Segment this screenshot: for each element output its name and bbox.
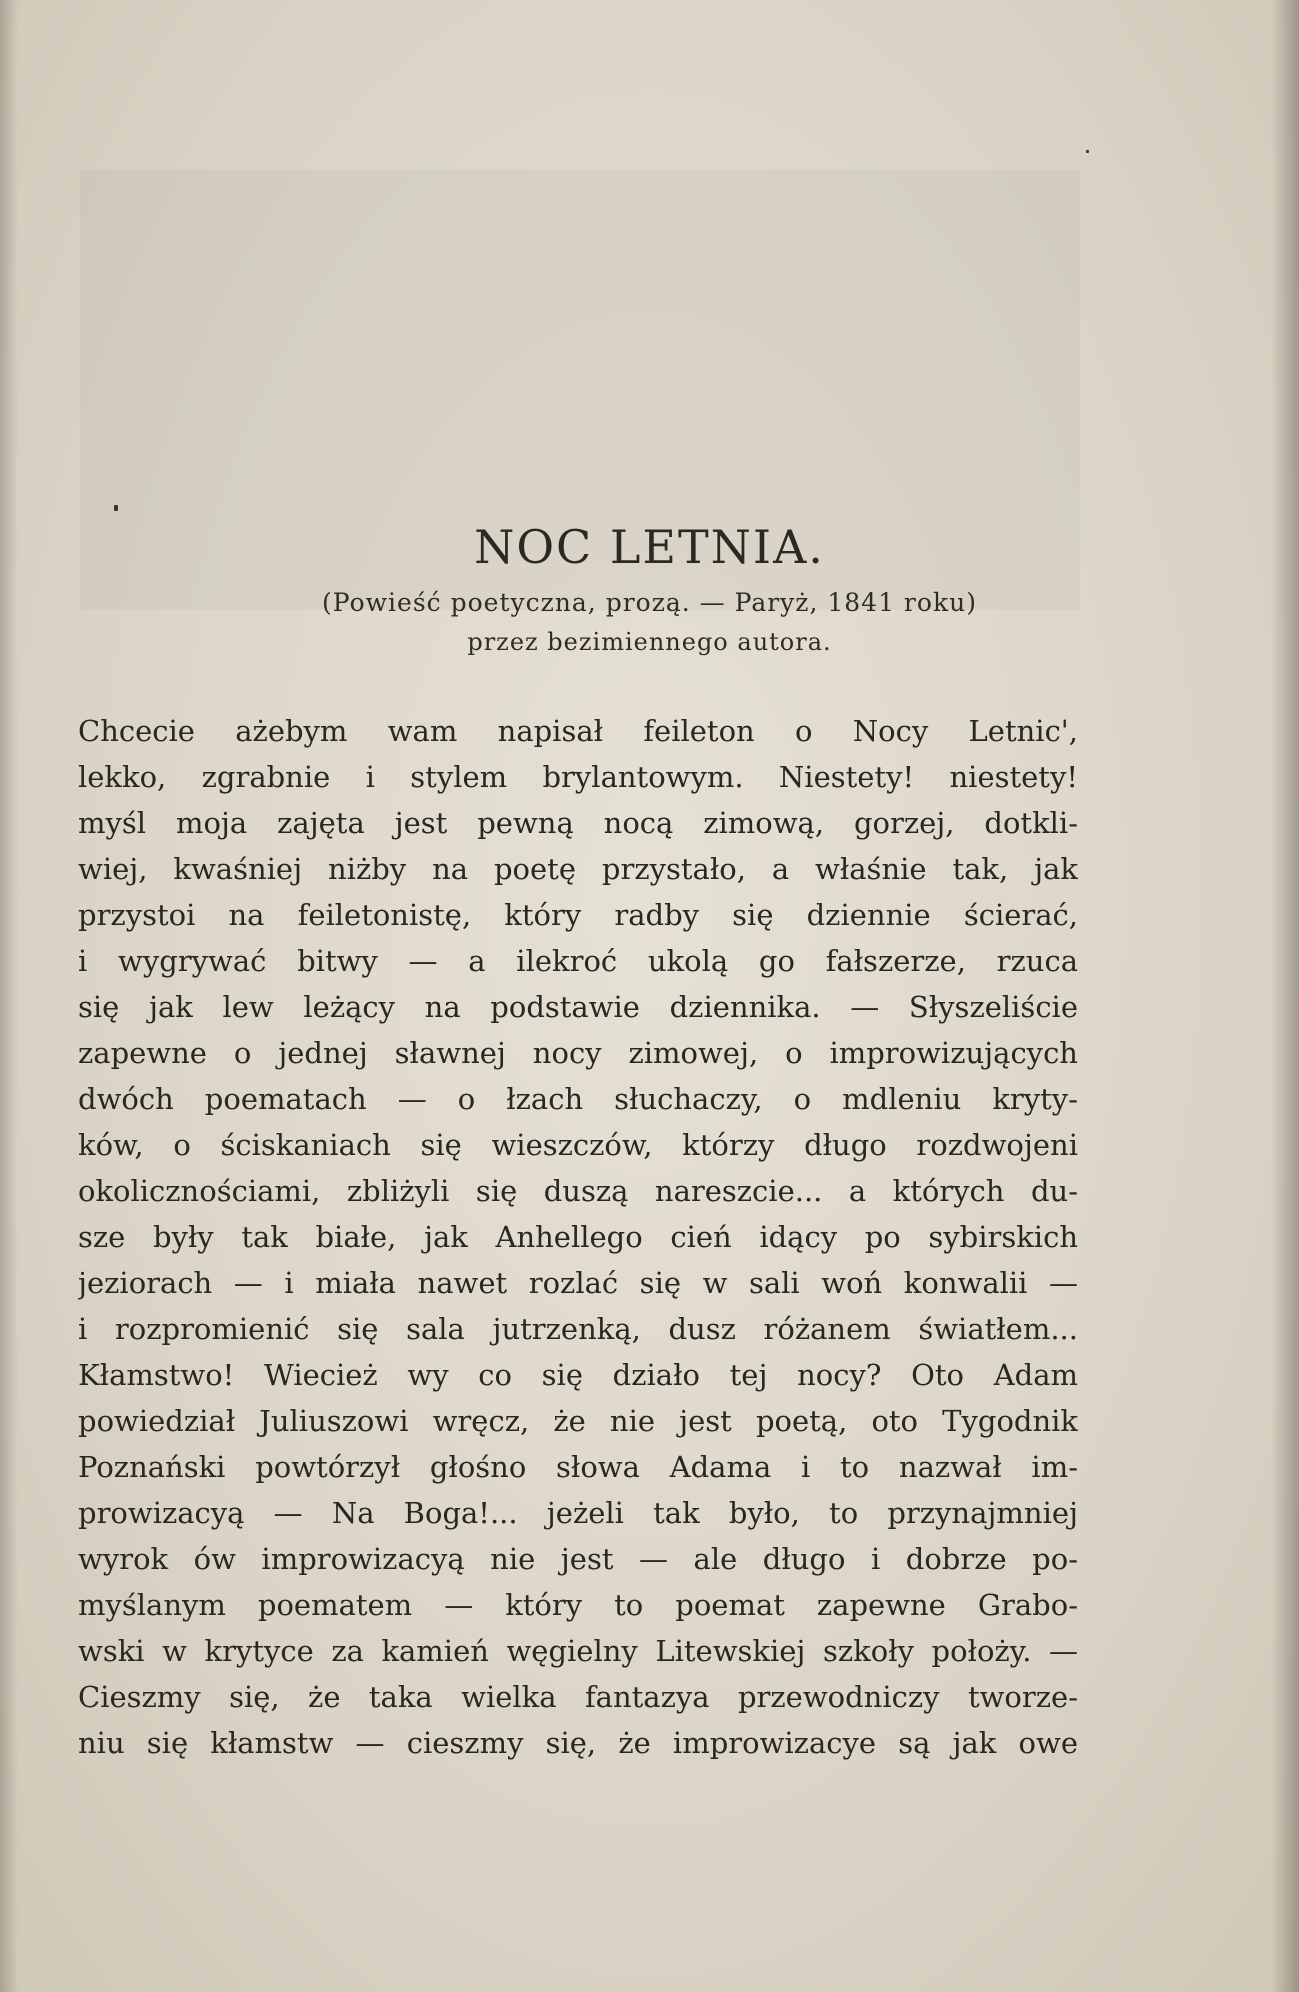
text-line: Poznański powtórzył głośno słowa Adama i to nazwał im-: [78, 1450, 1078, 1484]
text-line: jeziorach — i miała nawet rozlać się w sali woń konwalii —: [78, 1266, 1078, 1300]
text-line: okolicznościami, zbliżyli się duszą nareszcie... a których du-: [78, 1174, 1078, 1208]
text-line: sze były tak białe, jak Anhellego cień idący po sybirskich: [78, 1220, 1078, 1254]
text-line: lekko, zgrabnie i stylem brylantowym. Niestety! niestety!: [78, 760, 1078, 794]
body-paragraph: [78, 708, 1078, 1766]
text-line: wski w krytyce za kamień węgielny Litewskiej szkoły położy. —: [78, 1634, 1078, 1668]
text-line: Kłamstwo! Wiecież wy co się działo tej nocy? Oto Adam: [78, 1358, 1078, 1392]
text-line: zapewne o jednej sławnej nocy zimowej, o improwizujących: [78, 1036, 1078, 1070]
text-line: się jak lew leżący na podstawie dziennika. — Słyszeliście: [78, 990, 1078, 1024]
chapter-title: NOC LETNIA.: [474, 520, 825, 574]
text-line: i wygrywać bitwy — a ilekroć ukolą go fałszerze, rzuca: [78, 944, 1078, 978]
text-line: dwóch poematach — o łzach słuchaczy, o mdleniu kryty-: [78, 1082, 1078, 1116]
text-line: Cieszmy się, że taka wielka fantazya przewodniczy tworze-: [78, 1680, 1078, 1714]
text-line: powiedział Juliuszowi wręcz, że nie jest poetą, oto Tygodnik: [78, 1404, 1078, 1438]
chapter-subtitle: (Powieść poetyczna, prozą. — Paryż, 1841 roku): [322, 588, 977, 617]
page-shadow-right: [1271, 0, 1299, 1992]
text-line: wiej, kwaśniej niżby na poetę przystało, a właśnie tak, jak: [78, 852, 1078, 886]
text-line: prowizacyą — Na Boga!... jeżeli tak było, to przynajmniej: [78, 1496, 1078, 1530]
text-line: ków, o ściskaniach się wieszczów, którzy długo rozdwojeni: [78, 1128, 1078, 1162]
page-shadow-left: [0, 0, 18, 1992]
text-line: wyrok ów improwizacyą nie jest — ale długo i dobrze po-: [78, 1542, 1078, 1576]
text-line: myślanym poematem — który to poemat zapewne Grabo-: [78, 1588, 1078, 1622]
text-line: i rozpromienić się sala jutrzenką, dusz różanem światłem...: [78, 1312, 1078, 1346]
ink-speck: [1086, 150, 1089, 153]
chapter-byline: przez bezimiennego autora.: [467, 628, 832, 656]
text-line: niu się kłamstw — cieszmy się, że improwizacye są jak owe: [78, 1726, 1078, 1760]
text-line: przystoi na feiletonistę, który radby się dziennie ścierać,: [78, 898, 1078, 932]
ink-speck: [114, 505, 118, 511]
text-line: Chcecie ażebym wam napisał feileton o Nocy Letnic',: [78, 714, 1078, 748]
text-line: myśl moja zajęta jest pewną nocą zimową, gorzej, dotkli-: [78, 806, 1078, 840]
